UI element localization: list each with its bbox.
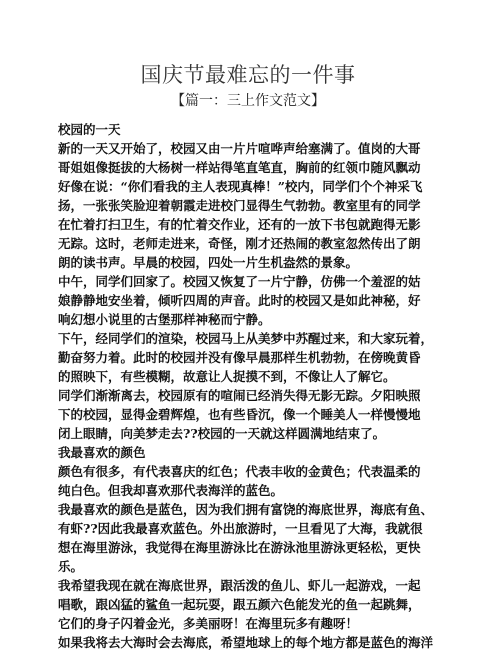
body-line: 娘静静地安坐着，倾听四周的声音。此时的校园又是如此神秘，好 — [58, 293, 421, 308]
body-line: 在忙着打扫卫生，有的忙着交作业，还有的一放下书包就跑得无影 — [58, 217, 421, 232]
body-line: 纯白色。但我却喜欢那代表海洋的蓝色。 — [58, 483, 284, 498]
body-line: 的照映下，有些模糊，故意让人捉摸不到，不像让人了解它。 — [58, 369, 396, 384]
body-line: 它们的身子闪着金光，多美丽呀！在海里玩多有趣呀！ — [58, 616, 359, 631]
body-line: 颜色有很多，有代表喜庆的红色；代表丰收的金黄色；代表温柔的 — [58, 464, 421, 479]
body-line: 同学们渐渐离去，校园原有的喧闹已经消失得无影无踪。夕阳映照 — [58, 388, 421, 403]
body-line: 响幻想小说里的古堡那样神秘而宁静。 — [58, 312, 271, 327]
body-line: 想在海里游泳，我觉得在海里游泳比在游泳池里游泳更轻松，更快 — [58, 540, 421, 555]
body-line: 我最喜欢的颜色是蓝色，因为我们拥有富饶的海底世界，海底有鱼、 — [58, 502, 434, 517]
body-line: 如果我将去大海时会去海底，希望地球上的每个地方都是蓝色的海洋 — [58, 635, 434, 650]
document-body — [58, 120, 442, 652]
body-line: 乐。 — [58, 559, 84, 574]
body-line: 我最喜欢的颜色 — [58, 445, 146, 460]
body-line: 唱歌，跟凶猛的鲨鱼一起玩耍，跟五颜六色能发光的鱼一起跳舞， — [58, 597, 421, 612]
body-line: 勤奋努力着。此时的校园并没有像早晨那样生机勃勃，在傍晚黄昏 — [58, 350, 421, 365]
body-line: 扬，一张张笑脸迎着朝霞走进校门显得生气勃勃。教室里有的同学 — [58, 198, 421, 213]
document-subtitle: 【篇一：三上作文范文】 — [171, 93, 325, 109]
body-line: 有虾??因此我最喜欢蓝色。外出旅游时，一旦看见了大海，我就很 — [58, 521, 423, 536]
document-title: 国庆节最难忘的一件事 — [140, 63, 356, 87]
body-line: 校园的一天 — [58, 122, 121, 137]
body-line: 哥姐姐像挺拔的大杨树一样站得笔直笔直，胸前的红领巾随风飘动 — [58, 160, 421, 175]
body-line: 下的校园，显得金碧辉煌，也有些昏沉，像一个睡美人一样慢慢地 — [58, 407, 421, 422]
body-line: 好像在说：“你们看我的主人表现真棒！”校内，同学们个个神采飞 — [58, 179, 423, 194]
body-line: 无踪。这时，老师走进来，奇怪，刚才还热闹的教室忽然传出了朗 — [58, 236, 421, 251]
body-line: 闭上眼睛，向美梦走去??校园的一天就这样圆满地结束了。 — [58, 426, 386, 441]
body-line: 中午，同学们回家了。校园又恢复了一片宁静，仿佛一个羞涩的姑 — [58, 274, 421, 289]
body-line: 新的一天又开始了，校园又由一片片喧哗声给塞满了。值岗的大哥 — [58, 141, 421, 156]
body-line: 朗的读书声。早晨的校园，四处一片生机盎然的景象。 — [58, 255, 359, 270]
body-line: 我希望我现在就在海底世界，跟活泼的鱼儿、虾儿一起游戏，一起 — [58, 578, 421, 593]
body-line: 下午，经同学们的渲染，校园马上从美梦中苏醒过来，和大家玩着， — [58, 331, 434, 346]
